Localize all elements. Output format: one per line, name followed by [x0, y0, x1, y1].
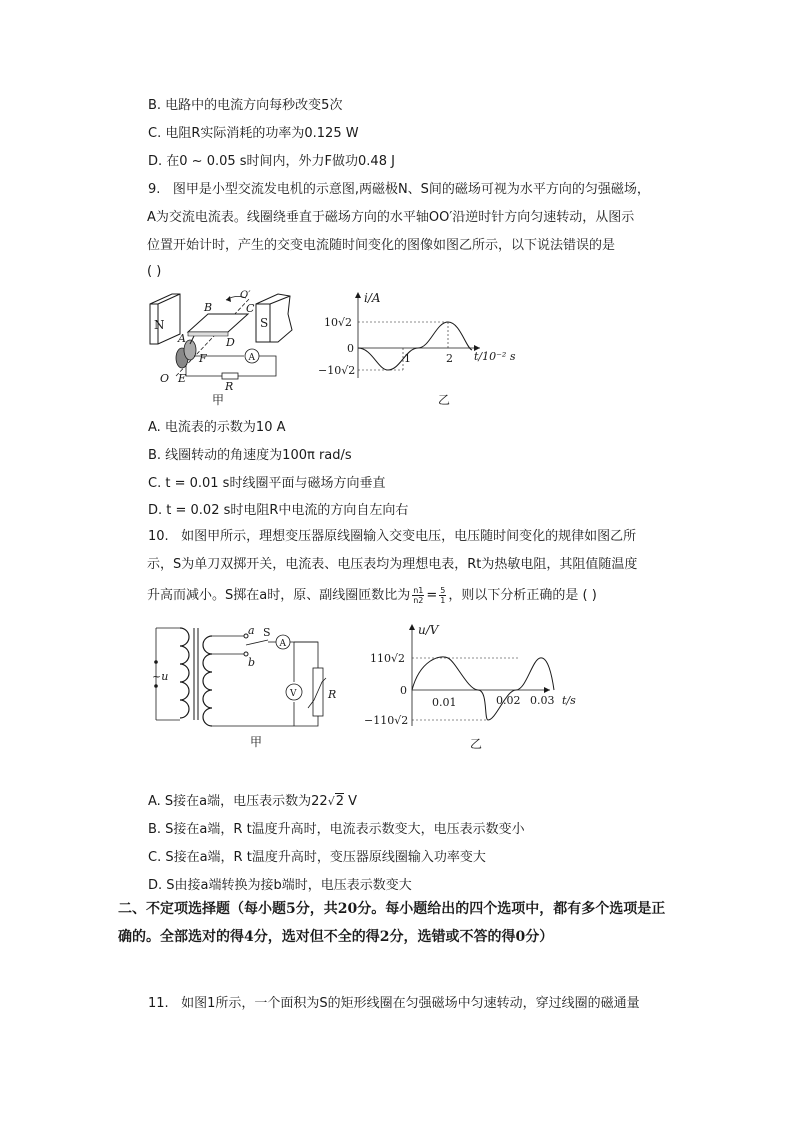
q10-fig-yi-label: 乙 — [470, 737, 483, 751]
q10-y-bottom-label: −110√2 — [364, 714, 409, 727]
q10-y-axis-label: u/V — [418, 623, 439, 637]
label-s: S — [260, 316, 269, 330]
label-e: E — [178, 372, 187, 385]
q9-origin-label: 0 — [347, 342, 354, 355]
label-b-terminal: b — [248, 656, 256, 669]
switch-s-icon — [246, 640, 268, 645]
ratio-value-fraction: $\frac{5}{1}$ — [440, 586, 446, 605]
secondary-coil — [203, 636, 212, 726]
q11-number: 11. — [148, 996, 169, 1011]
q10-option-d: D. S由接a端转换为接b端时，电压表示数变大 — [148, 878, 412, 893]
q9-fig-yi-label: 乙 — [438, 393, 451, 407]
label-u: ~u — [152, 670, 169, 683]
label-a-terminal: a — [248, 624, 255, 637]
q9-y-top-label: 10√2 — [324, 316, 353, 329]
q10-x-axis-label: t/s — [562, 694, 576, 707]
q9-y-bottom-label: −10√2 — [318, 364, 356, 377]
q9-option-d: D. t = 0.02 s时电阻R中电流的方向自左向右 — [148, 503, 409, 518]
q9-option-b: B. 线圈转动的角速度为100π rad/s — [148, 448, 352, 463]
thermistor-rt-icon — [313, 668, 323, 716]
label-s-switch: S — [263, 626, 271, 639]
label-r: R — [225, 380, 234, 393]
q9-figure-yi-current-graph — [320, 288, 530, 408]
label-b: B — [204, 301, 213, 314]
q9-stem-line3: 位置开始计时，产生的交变电流随时间变化的图像如图乙所示，以下说法错误的是 — [147, 238, 616, 253]
q9-tick-2: 2 — [446, 352, 453, 365]
q8-option-d: D. 在0 ~ 0.05 s时间内，外力F做功0.48 J — [148, 154, 395, 169]
label-c: C — [246, 302, 255, 315]
q10-figure-jia-transformer — [150, 620, 335, 750]
q10-figure-yi-voltage-graph — [360, 620, 590, 750]
svg-text:V: V — [290, 689, 297, 699]
q9-stem-line1: 9. 图甲是小型交流发电机的示意图,两磁极N、S间的磁场可视为水平方向的匀强磁场， — [148, 182, 650, 197]
q10-stem-line2: 示，S为单刀双掷开关，电流表、电压表均为理想电表，Rt为热敏电阻，其阻值随温度 — [147, 557, 638, 572]
q9-number: 9. — [148, 182, 161, 197]
q10-option-a: A. S接在a端，电压表示数为22√2 V — [148, 794, 358, 809]
q11-stem: 11. 如图1所示，一个面积为S的矩形线圈在匀强磁场中匀速转动，穿过线圈的磁通量 — [148, 996, 640, 1011]
q10-fig-jia-label: 甲 — [250, 735, 263, 749]
q9-option-a: A. 电流表的示数为10 A — [148, 420, 286, 435]
section-2-heading: 二、不定项选择题（每小题5分，共20分。每小题给出的四个选项中，都有多个选项是正确的。全部选对的得4分，选对但不全的得2分，选错或不答的得0分） — [118, 901, 666, 945]
q10-tick-003: 0.03 — [530, 694, 555, 707]
q8-option-c: C. 电阻R实际消耗的功率为0.125 W — [148, 126, 359, 141]
q10-option-b: B. S接在a端，R t温度升高时，电流表示数变大，电压表示数变小 — [148, 822, 525, 837]
q9-current-curve — [358, 322, 472, 370]
primary-coil — [180, 628, 189, 718]
q10-stem-line3: 升高而减小。S掷在a时，原、副线圈匝数比为 $\frac{n1}{n2}$ = $\frac{5}{1}$ ，则以下分析正确的是 ( ) — [147, 586, 597, 605]
resistor-r-icon — [222, 373, 238, 379]
q9-x-axis-label: t/10⁻² s — [474, 350, 516, 363]
q10-voltage-curve — [412, 658, 546, 720]
q10-tick-001: 0.01 — [432, 696, 457, 709]
q10-origin-label: 0 — [400, 684, 407, 697]
label-o-prime: O′ — [240, 290, 251, 301]
label-f: F — [199, 352, 207, 365]
svg-text:A: A — [248, 353, 255, 363]
label-a: A — [178, 332, 186, 345]
label-o: O — [160, 372, 170, 385]
q9-figure-jia-generator — [148, 284, 308, 406]
q9-y-axis-label: i/A — [364, 291, 381, 305]
q10-option-c: C. S接在a端，R t温度升高时，变压器原线圈输入功率变大 — [148, 850, 486, 865]
turns-ratio-fraction: $\frac{n1}{n2}$ — [413, 586, 424, 605]
q10-y-top-label: 110√2 — [370, 652, 406, 665]
q10-number: 10. — [148, 529, 169, 544]
q9-option-c: C. t = 0.01 s时线圈平面与磁场方向垂直 — [148, 476, 386, 491]
q9-tick-1: 1 — [404, 352, 411, 365]
label-d: D — [226, 336, 235, 349]
label-n: N — [154, 318, 165, 332]
label-rt: R — [328, 688, 337, 701]
q9-fig-jia-label: 甲 — [212, 393, 225, 407]
svg-text:A: A — [279, 639, 286, 649]
q10-stem-line1: 10. 如图甲所示，理想变压器原线圈输入交变电压，电压随时间变化的规律如图乙所 — [148, 529, 637, 544]
q9-stem-line2: A为交流电流表。线圈绕垂直于磁场方向的水平轴OO′沿逆时针方向匀速转动，从图示 — [147, 210, 635, 225]
q10-tick-002: 0.02 — [496, 694, 521, 707]
q8-option-b: B. 电路中的电流方向每秒改变5次 — [148, 98, 343, 113]
q9-answer-blank: ( ) — [147, 264, 162, 279]
